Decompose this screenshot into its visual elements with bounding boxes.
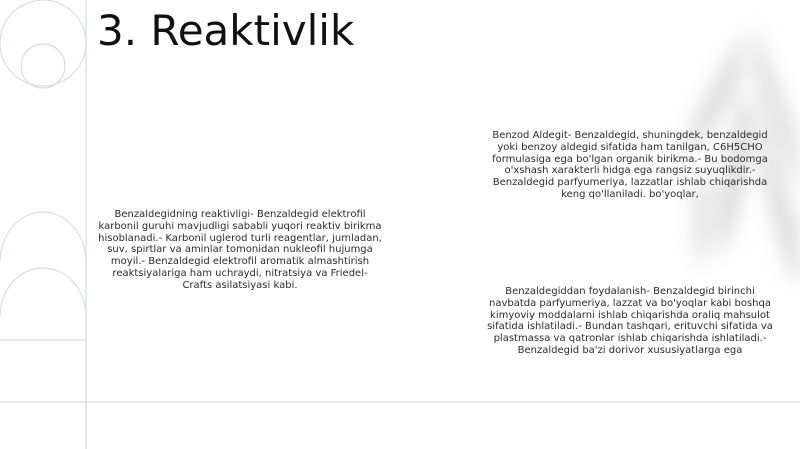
arch-decoration-icon: [0, 212, 86, 449]
circle-decoration-icon: [0, 0, 86, 88]
slide-title: 3. Reaktivlik: [97, 6, 355, 55]
benzaldehyde-description-text-block: Benzod Aldegit- Benzaldegid, shuningdek, benzaldegid yoki benzoy aldegid sifatida ham tanilgan, C6H5CHO formulasiga ega bo'lgan organik birikma.- Bu bodomga o'xshash xarakterli hidga ega rangsiz suyuqlikdir.- Benzaldegid parfyumeriya, lazzatlar ishlab chiqarishda keng qo'llaniladi. bo'yoqlar,: [492, 130, 768, 200]
benzaldehyde-uses-text-block: Benzaldegiddan foydalanish- Benzaldegid birinchi navbatda parfyumeriya, lazzat va bo'yoqlar kabi boshqa kimyoviy moddalarni ishlab chiqarishda oraliq mahsulot sifatida ishlatiladi.- Bundan tashqari, erituvchi sifatida va plastmassa va qatronlar ishlab chiqarishda ishlatiladi.- Benzaldegid ba'zi dorivor xususiyatlarga ega: [487, 286, 773, 356]
reactivity-text-block: Benzaldegidning reaktivligi- Benzaldegid elektrofil karbonil guruhi mavjudligi sababli yuqori reaktiv birikma hisoblanadi.- Karbonil uglerod turli reagentlar, jumladan, suv, spirtlar va aminlar tomonidan nukleofil hujumga moyil.- Benzaldegid elektrofil aromatik almashtirish reaktsiyalariga ham uchraydi, nitratsiya va Friedel-Crafts asilatsiyasi kabi.: [98, 209, 382, 291]
